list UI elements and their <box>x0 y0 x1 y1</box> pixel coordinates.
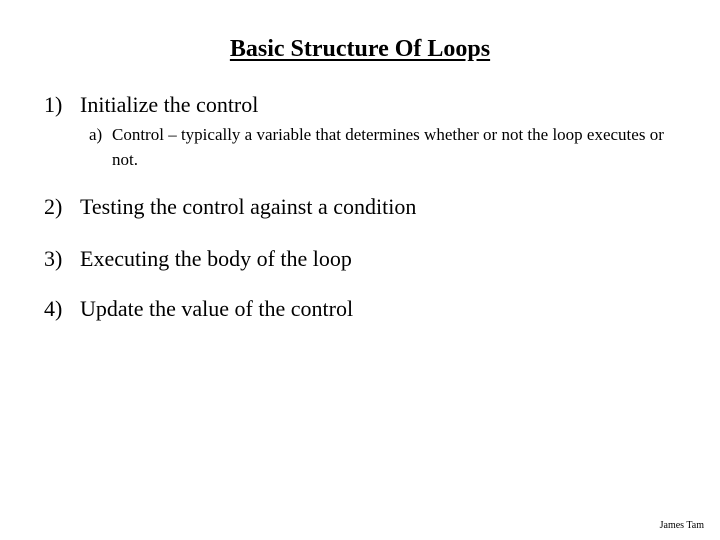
list-item-number: 4) <box>44 296 63 321</box>
list-item-text: Testing the control against a condition <box>80 194 417 219</box>
list-item-text: Executing the body of the loop <box>80 246 352 271</box>
list-item-number: 1) <box>44 92 63 117</box>
list-item-text: Update the value of the control <box>80 296 354 321</box>
list-item-text: Initialize the control <box>80 92 259 117</box>
sub-list-item-text: Control – typically a variable that determines whether or not the loop executes or not. <box>112 125 664 169</box>
slide-title: Basic Structure Of Loops <box>229 36 491 62</box>
list-item-number: 3) <box>44 246 63 271</box>
list-item-number: 2) <box>44 194 63 219</box>
sub-list-item-number: a) <box>89 125 103 144</box>
footer-author: James Tam <box>659 520 704 531</box>
